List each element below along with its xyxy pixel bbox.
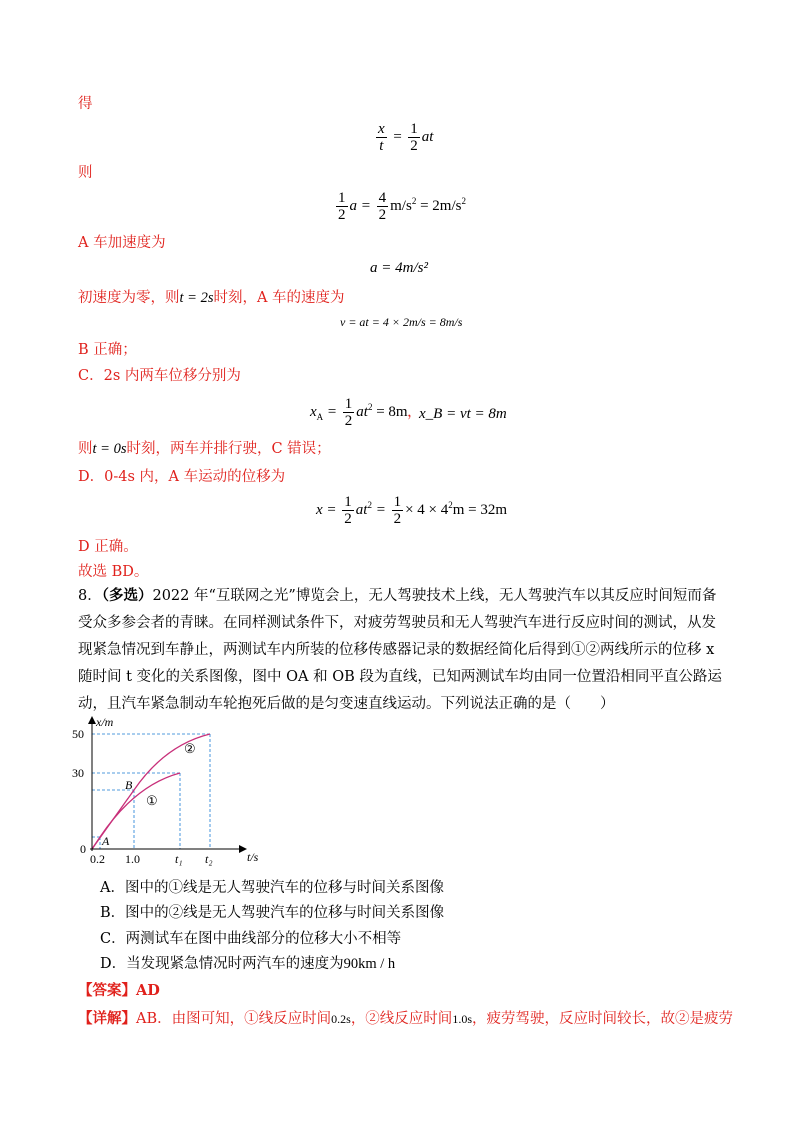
detail-t2: 1.0s [452,1012,472,1026]
question-number: 8． [78,588,102,604]
option-d [100,954,395,974]
equation-t0s: t = 0s [92,441,127,457]
option-c: C．两测试车在图中曲线部分的位移大小不相等 [100,931,402,947]
text-de: 得 [78,96,93,112]
point-a-label: A [102,834,110,848]
y-axis-label: x/m [96,715,114,729]
curve-1-label: ① [146,793,158,808]
answer-value: AD [136,982,160,999]
answer-line [78,981,160,1001]
question-tag: （多选） [101,587,153,604]
point-b-label: B [125,778,133,792]
curve-2-label: ② [184,741,196,756]
equation-t2s: t = 2s [179,290,214,306]
option-d-value: 90km / h [343,956,396,972]
text-initial-2: 时刻，A 车的速度为 [213,290,345,306]
x-tick-t1: t₁ [175,852,183,866]
option-d-text: D．当发现紧急情况时两汽车的速度为 [100,956,344,972]
detail-label: 【详解】 [78,1010,136,1027]
text-conclusion: 故选 BD。 [78,564,149,580]
option-b: B．图中的②线是无人驾驶汽车的位移与时间关系图像 [100,905,445,921]
option-a: A．图中的①线是无人驾驶汽车的位移与时间关系图像 [100,880,444,896]
origin-label: 0 [80,842,86,856]
detail-t1: 0.2s [331,1012,351,1026]
answer-label: 【答案】 [78,982,136,999]
text-b-correct: B 正确； [78,342,137,358]
text-d-intro: D．0-4s 内，A 车运动的位移为 [78,469,286,485]
text-initial [78,288,345,308]
x-tick-0-2: 0.2 [90,852,105,866]
text-c-intro: C．2s 内两车位移分别为 [78,368,241,384]
x-axis-label: t/s [247,850,259,864]
text-d-correct: D 正确。 [78,539,138,555]
detail-text-2: ，②线反应时间 [350,1011,453,1027]
text-initial-1: 初速度为零，则 [78,290,180,306]
text-c-result [78,439,331,459]
x-tick-1-0: 1.0 [125,852,140,866]
text-c-result-2: 时刻，两车并排行驶，C 错误； [126,441,331,457]
y-tick-30: 30 [72,766,84,780]
displacement-time-graph [70,715,280,870]
y-tick-50: 50 [72,727,84,741]
question-stem-text: 2022 年“互联网之光”博览会上，无人驾驶技术上线，无人驾驶汽车以其反应时间短而备受众多参会者的青睐。在同样测试条件下，对疲劳驾驶员和无人驾驶汽车进行反应时间的测试，从发现紧急情况到车静止，两测试车内所装的位移传感器记录的数据经简化后得到①②两线所示的位移 x 随时间 t 变化的关系图像，图中 OA 和 OB 段为直线，已知两测试车均由同一位置沿相同平直公路运动，且汽车紧急制动车轮抱死后做的是匀变速直线运动。下列说法正确的是（ ） [78,588,722,712]
detail-line [78,1009,733,1029]
text-a-accel: A 车加速度为 [78,235,166,251]
equation-xt: $\frac{x}{t}$ = $\frac{1}{2}$ at [378,121,434,154]
detail-text-1: AB．由图可知，①线反应时间 [136,1011,332,1027]
equation-v: v = at = 4 × 2m/s = 8m/s [340,315,463,329]
equation-comma: ， [407,404,423,420]
x-tick-t2: t₂ [205,852,213,866]
equation-xb: x_B = vt = 8m [419,406,507,422]
equation-x-total: x = $\frac{1}{2}$ $at^2$ = $\frac{1}{2}$ × $4 \times 4^2m = 32m$ [316,494,508,527]
equation-a: a = 4m/s² [370,260,428,276]
question-8-stem [78,582,728,718]
equation-xa: $x_A$ = $\frac{1}{2}$ $at^2 = 8m$ [310,396,408,429]
detail-text-3: ，疲劳驾驶，反应时间较长，故②是疲劳 [471,1011,733,1027]
equation-half-a: $\frac{1}{2}$ a = $\frac{4}{2}$ $m/s^2 = 2m/s^2$ [338,190,466,223]
text-c-result-1: 则 [78,441,93,457]
text-ze: 则 [78,165,93,181]
